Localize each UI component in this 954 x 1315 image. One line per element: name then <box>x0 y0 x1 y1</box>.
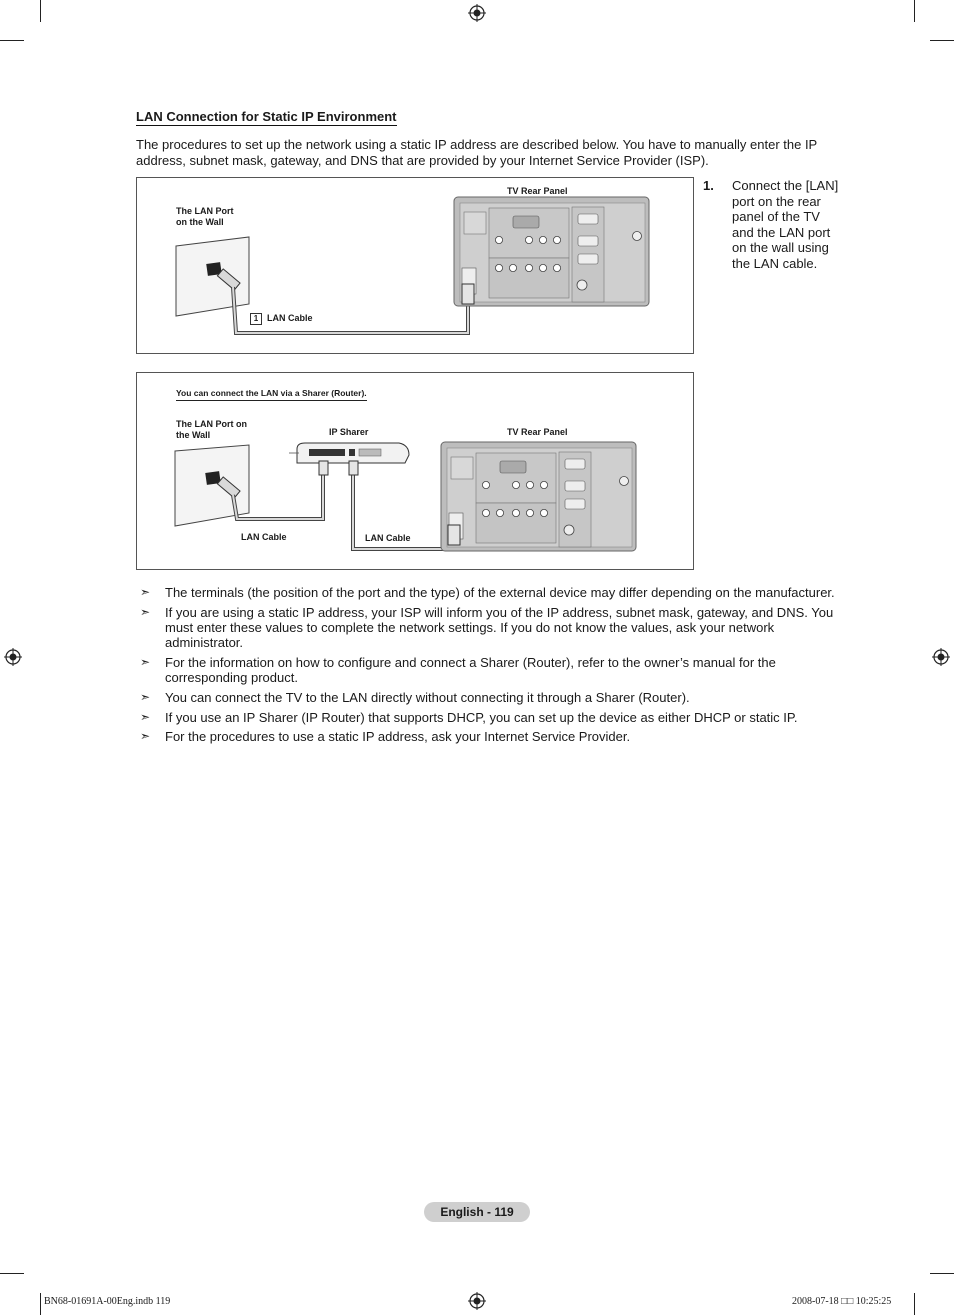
note-item <box>138 690 838 705</box>
print-file-info: BN68-01691A-00Eng.indb 119 <box>44 1296 171 1307</box>
note-arrow-icon: ➣ <box>140 604 151 619</box>
ip-sharer-label: IP Sharer <box>329 427 369 437</box>
crop-mark <box>914 1293 915 1315</box>
section-title: LAN Connection for Static IP Environment <box>136 109 397 124</box>
crop-mark <box>930 1273 954 1274</box>
lan-cable-label: LAN Cable <box>241 532 287 542</box>
wall-port-label <box>176 206 234 228</box>
note-item <box>138 585 838 600</box>
diagram-sharer-connection <box>136 372 694 570</box>
wall-port-label-line: on the Wall <box>176 217 224 227</box>
lan-cable-label: LAN Cable <box>267 313 313 323</box>
tv-rear-panel-label: TV Rear Panel <box>507 427 568 437</box>
tv-rear-panel-label: TV Rear Panel <box>507 186 568 196</box>
note-arrow-icon: ➣ <box>140 654 151 669</box>
note-arrow-icon: ➣ <box>140 585 151 599</box>
crop-mark <box>0 1273 24 1274</box>
note-item <box>138 655 838 686</box>
note-item <box>138 729 838 744</box>
note-item <box>138 605 838 651</box>
note-arrow-icon: ➣ <box>140 689 151 704</box>
note-text: If you use an IP Sharer (IP Router) that supports DHCP, you can set up the device as either DHCP or static IP. <box>165 709 798 725</box>
registration-mark-icon <box>468 4 486 22</box>
note-text: You can connect the TV to the LAN directly without connecting it through a Sharer (Router). <box>165 689 690 705</box>
note-arrow-icon: ➣ <box>140 729 151 744</box>
crop-mark <box>40 0 41 22</box>
cable-number-badge: 1 <box>250 313 262 325</box>
crop-mark <box>0 40 24 41</box>
wall-port-label-line: The LAN Port <box>176 206 234 216</box>
note-text: If you are using a static IP address, your ISP will inform you of the IP address, subnet mask, gateway, and DNS. You must enter these values to complete the network settings. If you do not know the values, ask your network administrator. <box>165 604 834 651</box>
note-text: For the information on how to configure and connect a Sharer (Router), refer to the owner’s manual for the corresponding product. <box>165 654 776 686</box>
sharer-connection-illustration <box>137 373 693 569</box>
crop-mark <box>914 0 915 22</box>
note-arrow-icon: ➣ <box>140 709 151 724</box>
print-date-info: 2008-07-18 □□ 10:25:25 <box>792 1296 892 1307</box>
registration-mark-icon <box>4 648 22 666</box>
sharer-caption: You can connect the LAN via a Sharer (Router). <box>176 388 367 401</box>
page-number-badge: English - 119 <box>424 1202 530 1222</box>
crop-mark <box>40 1293 41 1315</box>
crop-mark <box>930 40 954 41</box>
note-text: For the procedures to use a static IP address, ask your Internet Service Provider. <box>165 729 631 745</box>
registration-mark-icon <box>468 1292 486 1310</box>
notes-list <box>138 585 838 749</box>
wall-port-label-line: The LAN Port on <box>176 419 247 429</box>
step-number: 1. <box>703 178 714 193</box>
diagram-direct-connection <box>136 177 694 354</box>
wall-port-label <box>176 419 247 441</box>
note-item <box>138 710 838 725</box>
direct-connection-illustration <box>137 178 693 353</box>
step-text: Connect the [LAN] port on the rear panel of the TV and the LAN port on the wall using the LAN cable. <box>732 178 839 271</box>
wall-port-label-line: the Wall <box>176 430 211 440</box>
intro-paragraph: The procedures to set up the network using a static IP address are described below. You have to manually enter the IP address, subnet mask, gateway, and DNS that are provided by your Internet Service Provider (ISP). <box>136 137 817 168</box>
lan-cable-label: LAN Cable <box>365 533 411 543</box>
note-text: The terminals (the position of the port and the type) of the external device may differ depending on the manufacturer. <box>165 585 835 600</box>
registration-mark-icon <box>932 648 950 666</box>
